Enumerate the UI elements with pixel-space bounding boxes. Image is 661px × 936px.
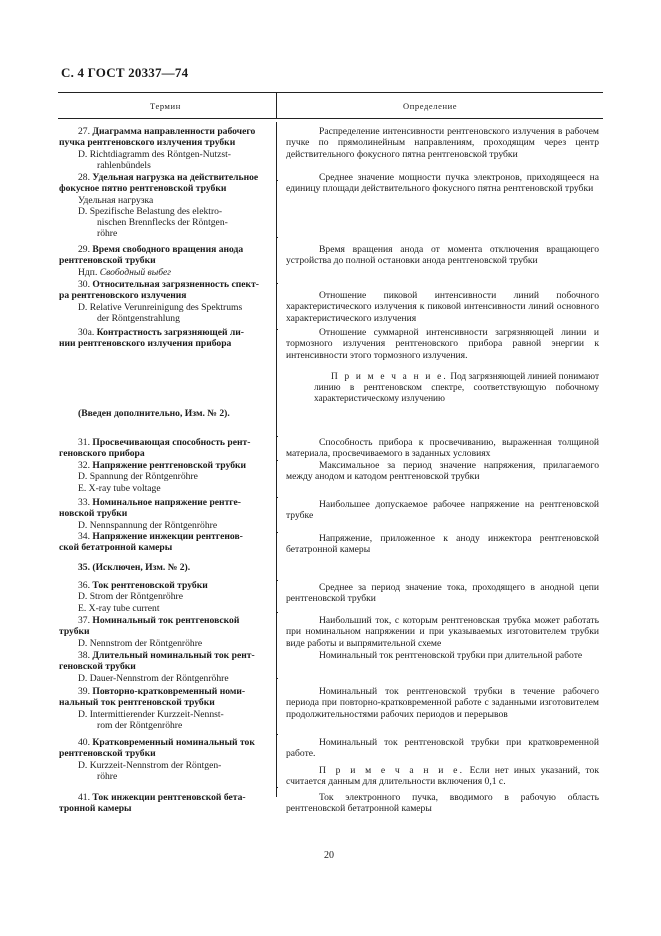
term-39: 39. Повторно-кратковременный номи- нальный ток рентгеновской трубки D. Intermittierender Kurzzeit-Nennst- rom der Röntgenröhre	[59, 686, 246, 731]
added-note: (Введен дополнительно, Изм. № 2).	[78, 408, 230, 419]
definition-41: Ток электронного пучка, вводимого в рабочую область рентгеновской бетатронной камеры	[286, 792, 599, 815]
table-top-rule	[58, 92, 603, 93]
definition-29: Время вращения анода от момента отключения вращающего устройства до полной остановки анода рентгеновской трубки	[286, 244, 599, 267]
divider-tick	[276, 329, 278, 330]
excluded-note: 35. (Исключен, Изм. № 2).	[78, 562, 191, 573]
divider-tick	[276, 678, 278, 679]
term-34: 34. Напряжение инжекции рентгенов- ской бетатронной камеры	[59, 531, 243, 554]
definition-37: Наибольший ток, с которым рентгеновская трубка может работать при номинальном напряжении и при указываемых изготовителем трубки виде работы и выпрямительной схеме	[286, 615, 599, 649]
term-36: 36. Ток рентгеновской трубки D. Strom der Röntgenröhre E. X-ray tube current	[78, 580, 208, 614]
definition-39: Номинальный ток рентгеновской трубки в течение рабочего периода при повторно-кратковременной работе с заданными изготовителем продолжительностями рабочих периодов и перерывов	[286, 686, 599, 720]
term-41: 41. Ток инжекции рентгеновской бета- тронной камеры	[59, 792, 246, 815]
divider-tick	[276, 787, 278, 788]
note-30a: П р и м е ч а н и е. Под загрязняющей линией понимают линию в рентгеновском спектре, соответствующую побочному характеристическому излучению	[314, 372, 600, 405]
definition-34: Напряжение, приложенное к аноду инжектора рентгеновской бетатронной камеры	[286, 533, 599, 556]
divider-tick	[276, 283, 278, 284]
term-30a: 30а. Контрастность загрязняющей ли- нии рентгеновского излучения прибора	[59, 327, 245, 350]
term-29: 29. Время свободного вращения анода рентгеновской трубки Ндп. Свободный выбег	[59, 244, 244, 278]
divider-tick	[276, 532, 278, 533]
definition-31: Способность прибора к просвечиванию, выраженная толщиной материала, просвечиваемого в заданных условиях	[286, 437, 599, 460]
divider-tick	[276, 612, 278, 613]
divider-tick	[276, 237, 278, 238]
term-38: 38. Длительный номинальный ток рент- геновской трубки D. Dauer-Nennstrom der Röntgenröhre	[59, 650, 255, 684]
term-30: 30. Относительная загрязненность спект- ра рентгеновского излучения D. Relative Verunreinigung des Spektrums der Röntgenstrahlung	[59, 279, 259, 324]
definition-27: Распределение интенсивности рентгеновского излучения в рабочем пучке по прямолинейным направлениям, проходящим через центр действительного фокусного пятна рентгеновской трубки	[286, 126, 599, 160]
divider-tick	[276, 436, 278, 437]
divider-tick	[276, 180, 278, 181]
term-32: 32. Напряжение рентгеновской трубки D. Spannung der Röntgenröhre E. X-ray tube voltage	[78, 460, 247, 494]
definition-36: Среднее за период значение тока, проходящего в анодной цепи рентгеновской трубки	[286, 582, 599, 605]
definition-32: Максимальное за период значение напряжения, прилагаемого между анодом и катодом рентгеновской трубки	[286, 460, 599, 483]
divider-tick	[276, 734, 278, 735]
term-31: 31. Просвечивающая способность рент- геновского прибора	[59, 437, 251, 460]
document-header: С. 4 ГОСТ 20337—74	[61, 65, 189, 80]
term-28: 28. Удельная нагрузка на действительное фокусное пятно рентгеновской трубки Удельная нагрузка D. Spezifische Belastung des elektro- nischen Brennflecks der Röntgen- röhre	[59, 172, 259, 240]
page-number: 20	[324, 850, 334, 861]
definition-33: Наибольшее допускаемое рабочее напряжение на рентгеновской трубке	[286, 499, 599, 522]
divider-tick	[276, 460, 278, 461]
note-40: П р и м е ч а н и е. Если нет иных указаний, ток считается данным для длительности включения 0,1 с.	[286, 765, 599, 788]
definition-40: Номинальный ток рентгеновской трубки при кратковременной работе.	[286, 737, 599, 760]
divider-tick	[276, 580, 278, 581]
definition-30: Отношение пиковой интенсивности линий побочного характеристического излучения к пиковой интенсивности линий основного характеристического излучения	[286, 290, 599, 324]
column-header-divider	[276, 93, 277, 118]
table-header-rule	[58, 118, 603, 119]
definition-30a: Отношение суммарной интенсивности загрязняющей линии и тормозного излучения рентгеновского прибора равной энергии к интенсивности этого тормозного излучения.	[286, 327, 599, 361]
column-header-definition: Определение	[403, 101, 458, 111]
term-33: 33. Номинальное напряжение рентге- новской трубки D. Nennspannung der Röntgenröhre	[59, 497, 241, 531]
definition-28: Среднее значение мощности пучка электронов, приходящееся на единицу площади действительного фокусного пятна рентгеновской трубки	[286, 172, 599, 195]
term-37: 37. Номинальный ток рентгеновской трубки D. Nennstrom der Röntgenröhre	[59, 615, 240, 649]
term-40: 40. Кратковременный номинальный ток рентгеновской трубки D. Kurzzeit-Nennstrom der Röntgen- röhre	[59, 737, 255, 782]
term-27: 27. Диаграмма направленности рабочего пучка рентгеновского излучения трубки D. Richtdiagramm des Röntgen-Nutzst- rahlenbündels	[59, 126, 256, 171]
divider-tick	[276, 497, 278, 498]
column-header-term: Термин	[150, 101, 181, 111]
definition-38: Номинальный ток рентгеновской трубки при длительной работе	[319, 650, 583, 661]
